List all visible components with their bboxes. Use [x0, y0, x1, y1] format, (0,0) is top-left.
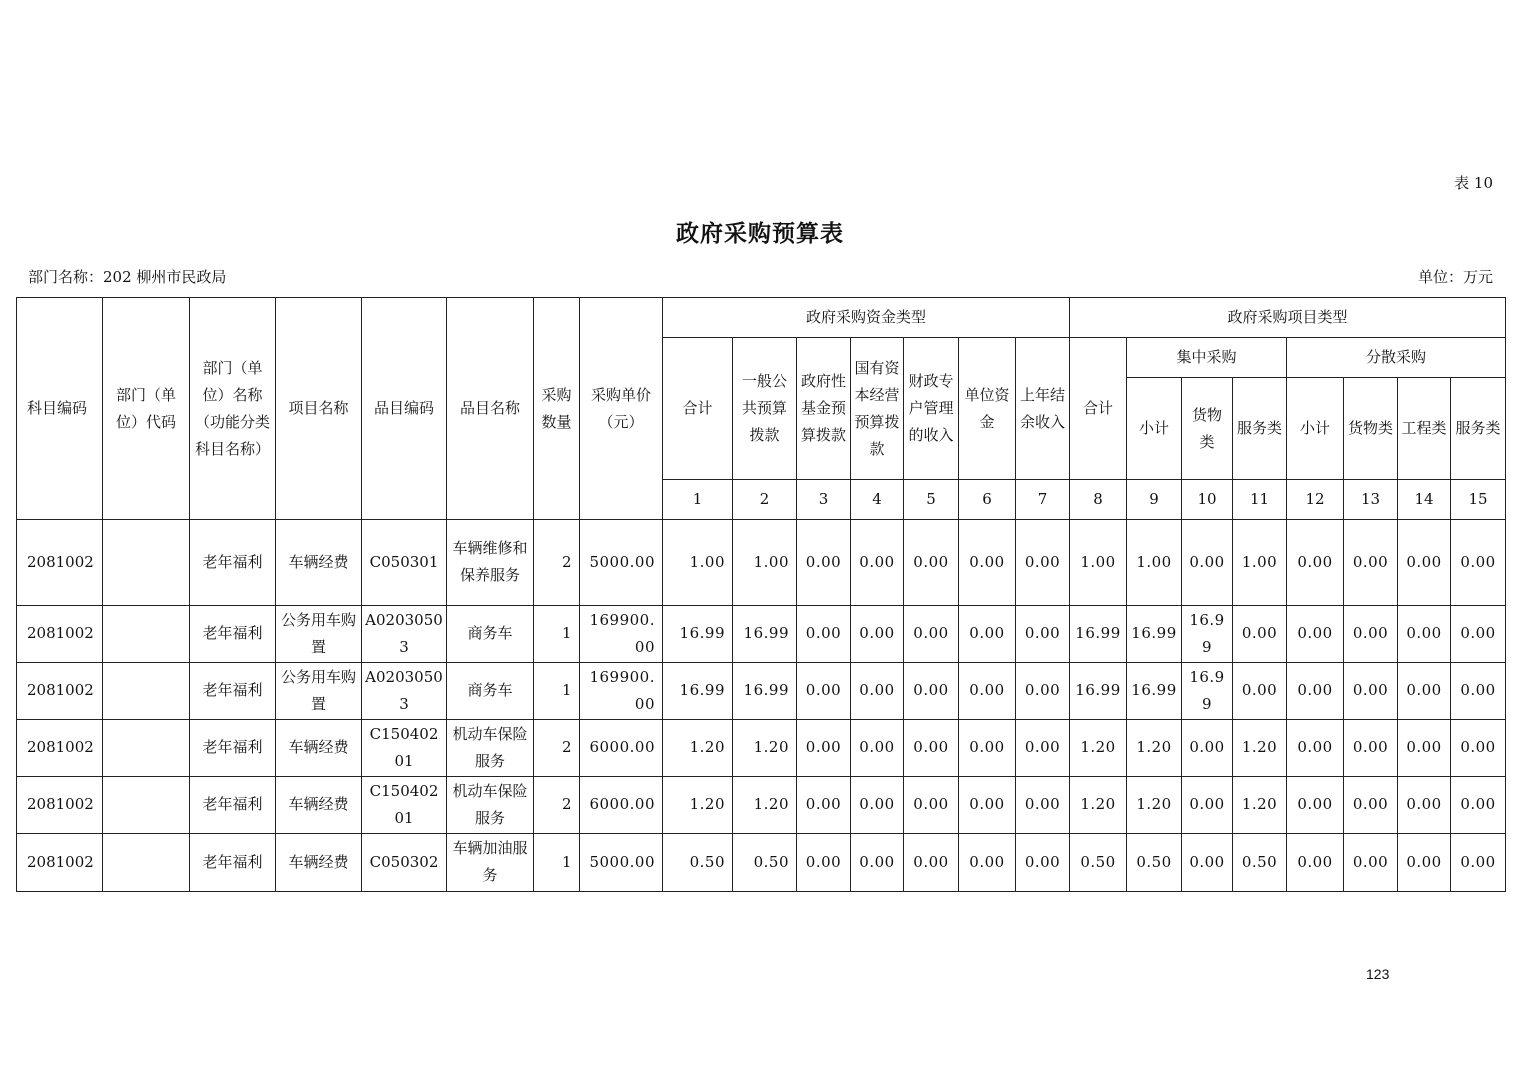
- col-number: 15: [1451, 480, 1506, 520]
- col-number: 9: [1127, 480, 1182, 520]
- cell-item-code: A02030503: [362, 662, 447, 719]
- cell-amount-col-2: 1.20: [733, 719, 797, 776]
- col-number: 2: [733, 480, 797, 520]
- cell-unit-price: 169900.00: [580, 662, 663, 719]
- cell-amount-col-12: 0.00: [1287, 520, 1344, 605]
- cell-project-name: 车辆经费: [276, 719, 362, 776]
- cell-quantity: 1: [534, 605, 580, 662]
- cell-amount-col-12: 0.00: [1287, 833, 1344, 891]
- cell-amount-col-3: 0.00: [797, 605, 851, 662]
- cell-dept-code: [103, 520, 190, 605]
- unit-label: 单位：万元: [1417, 268, 1493, 286]
- cell-amount-col-5: 0.00: [904, 719, 959, 776]
- cell-unit-price: 6000.00: [580, 719, 663, 776]
- cell-dept-code: [103, 605, 190, 662]
- header-project-name: 项目名称: [276, 298, 362, 520]
- cell-amount-col-3: 0.00: [797, 520, 851, 605]
- cell-amount-col-4: 0.00: [851, 776, 904, 833]
- header-centralized: 集中采购: [1127, 338, 1287, 378]
- cell-amount-col-9: 16.99: [1127, 662, 1182, 719]
- cell-unit-price: 6000.00: [580, 776, 663, 833]
- col-number: 13: [1344, 480, 1398, 520]
- cell-amount-col-3: 0.00: [797, 719, 851, 776]
- cell-amount-col-12: 0.00: [1287, 719, 1344, 776]
- cell-amount-col-5: 0.00: [904, 605, 959, 662]
- cell-amount-col-5: 0.00: [904, 776, 959, 833]
- cell-amount-col-14: 0.00: [1398, 776, 1451, 833]
- cell-amount-col-15: 0.00: [1451, 776, 1506, 833]
- cell-subject-code: 2081002: [17, 719, 103, 776]
- cell-quantity: 1: [534, 833, 580, 891]
- cell-quantity: 2: [534, 520, 580, 605]
- cell-amount-col-7: 0.00: [1016, 719, 1070, 776]
- cell-subject-code: 2081002: [17, 605, 103, 662]
- cell-dept-code: [103, 719, 190, 776]
- cell-unit-price: 169900.00: [580, 605, 663, 662]
- header-subject-code: 科目编码: [17, 298, 103, 520]
- cell-amount-col-11: 0.00: [1233, 605, 1287, 662]
- header-fund-type-group: 政府采购资金类型: [663, 298, 1070, 338]
- cell-amount-col-10: 16.99: [1182, 662, 1233, 719]
- header-dept-code: 部门（单位）代码: [103, 298, 190, 520]
- header-item-code: 品目编码: [362, 298, 447, 520]
- cell-item-name: 商务车: [447, 662, 534, 719]
- cell-amount-col-14: 0.00: [1398, 662, 1451, 719]
- cell-amount-col-10: 16.99: [1182, 605, 1233, 662]
- cell-item-name: 车辆加油服务: [447, 833, 534, 891]
- cell-quantity: 2: [534, 719, 580, 776]
- cell-project-name: 公务用车购置: [276, 662, 362, 719]
- cell-amount-col-9: 1.20: [1127, 776, 1182, 833]
- header-c-services: 服务类: [1233, 378, 1287, 480]
- cell-subject-code: 2081002: [17, 520, 103, 605]
- header-row-1: [17, 298, 1506, 338]
- cell-amount-col-13: 0.00: [1344, 776, 1398, 833]
- cell-amount-col-3: 0.00: [797, 776, 851, 833]
- col-number: 14: [1398, 480, 1451, 520]
- cell-amount-col-11: 1.20: [1233, 776, 1287, 833]
- header-d-subtotal: 小计: [1287, 378, 1344, 480]
- table-row: [17, 520, 1506, 605]
- cell-amount-col-4: 0.00: [851, 605, 904, 662]
- cell-quantity: 1: [534, 662, 580, 719]
- col-number: 4: [851, 480, 904, 520]
- cell-amount-col-8: 1.20: [1070, 776, 1127, 833]
- cell-amount-col-11: 1.00: [1233, 520, 1287, 605]
- cell-subject-code: 2081002: [17, 833, 103, 891]
- header-quantity: 采购数量: [534, 298, 580, 520]
- cell-amount-col-1: 1.20: [663, 719, 733, 776]
- col-number: 11: [1233, 480, 1287, 520]
- cell-amount-col-4: 0.00: [851, 520, 904, 605]
- table-row: [17, 662, 1506, 719]
- cell-item-name: 机动车保险服务: [447, 776, 534, 833]
- cell-amount-col-9: 16.99: [1127, 605, 1182, 662]
- table-row: [17, 776, 1506, 833]
- header-decentralized: 分散采购: [1287, 338, 1506, 378]
- cell-amount-col-1: 16.99: [663, 662, 733, 719]
- cell-item-code: A02030503: [362, 605, 447, 662]
- col-number: 3: [797, 480, 851, 520]
- cell-amount-col-9: 0.50: [1127, 833, 1182, 891]
- header-fund-total: 合计: [663, 338, 733, 480]
- cell-amount-col-14: 0.00: [1398, 719, 1451, 776]
- cell-amount-col-12: 0.00: [1287, 776, 1344, 833]
- cell-amount-col-15: 0.00: [1451, 719, 1506, 776]
- cell-project-name: 车辆经费: [276, 776, 362, 833]
- cell-amount-col-7: 0.00: [1016, 776, 1070, 833]
- cell-dept-name: 老年福利: [190, 520, 276, 605]
- header-unit-price: 采购单价（元）: [580, 298, 663, 520]
- cell-amount-col-14: 0.00: [1398, 605, 1451, 662]
- cell-amount-col-8: 1.00: [1070, 520, 1127, 605]
- cell-amount-col-6: 0.00: [959, 520, 1016, 605]
- table-row: [17, 719, 1506, 776]
- cell-amount-col-2: 1.20: [733, 776, 797, 833]
- cell-amount-col-8: 16.99: [1070, 662, 1127, 719]
- header-c-subtotal: 小计: [1127, 378, 1182, 480]
- header-dept-name: 部门（单位）名称（功能分类科目名称）: [190, 298, 276, 520]
- cell-dept-name: 老年福利: [190, 719, 276, 776]
- page-number: 123: [1366, 966, 1390, 982]
- header-d-works: 工程类: [1398, 378, 1451, 480]
- cell-amount-col-15: 0.00: [1451, 605, 1506, 662]
- cell-item-name: 机动车保险服务: [447, 719, 534, 776]
- cell-amount-col-2: 16.99: [733, 662, 797, 719]
- cell-dept-name: 老年福利: [190, 662, 276, 719]
- cell-amount-col-4: 0.00: [851, 719, 904, 776]
- col-number: 5: [904, 480, 959, 520]
- cell-quantity: 2: [534, 776, 580, 833]
- cell-dept-code: [103, 662, 190, 719]
- cell-amount-col-10: 0.00: [1182, 776, 1233, 833]
- cell-dept-name: 老年福利: [190, 776, 276, 833]
- cell-amount-col-2: 1.00: [733, 520, 797, 605]
- cell-amount-col-15: 0.00: [1451, 662, 1506, 719]
- header-general-budget: 一般公共预算拨款: [733, 338, 797, 480]
- header-prior-year-balance: 上年结余收入: [1016, 338, 1070, 480]
- cell-item-name: 商务车: [447, 605, 534, 662]
- cell-amount-col-11: 0.00: [1233, 662, 1287, 719]
- header-d-goods: 货物类: [1344, 378, 1398, 480]
- cell-amount-col-7: 0.00: [1016, 605, 1070, 662]
- cell-amount-col-6: 0.00: [959, 605, 1016, 662]
- cell-amount-col-13: 0.00: [1344, 662, 1398, 719]
- cell-unit-price: 5000.00: [580, 520, 663, 605]
- cell-amount-col-7: 0.00: [1016, 520, 1070, 605]
- cell-amount-col-6: 0.00: [959, 719, 1016, 776]
- header-special-account: 财政专户管理的收入: [904, 338, 959, 480]
- header-state-capital: 国有资本经营预算拨款: [851, 338, 904, 480]
- cell-item-code: C050302: [362, 833, 447, 891]
- cell-amount-col-10: 0.00: [1182, 833, 1233, 891]
- cell-project-name: 公务用车购置: [276, 605, 362, 662]
- cell-amount-col-15: 0.00: [1451, 833, 1506, 891]
- cell-amount-col-5: 0.00: [904, 833, 959, 891]
- cell-amount-col-13: 0.00: [1344, 833, 1398, 891]
- cell-unit-price: 5000.00: [580, 833, 663, 891]
- cell-project-name: 车辆经费: [276, 520, 362, 605]
- cell-amount-col-1: 0.50: [663, 833, 733, 891]
- cell-amount-col-8: 0.50: [1070, 833, 1127, 891]
- col-number: 7: [1016, 480, 1070, 520]
- header-item-name: 品目名称: [447, 298, 534, 520]
- cell-amount-col-10: 0.00: [1182, 520, 1233, 605]
- cell-amount-col-1: 1.20: [663, 776, 733, 833]
- cell-amount-col-9: 1.20: [1127, 719, 1182, 776]
- header-proj-total: 合计: [1070, 338, 1127, 480]
- cell-amount-col-14: 0.00: [1398, 833, 1451, 891]
- cell-amount-col-3: 0.00: [797, 662, 851, 719]
- table-row: [17, 605, 1506, 662]
- cell-amount-col-13: 0.00: [1344, 605, 1398, 662]
- cell-amount-col-8: 16.99: [1070, 605, 1127, 662]
- cell-subject-code: 2081002: [17, 662, 103, 719]
- col-number: 6: [959, 480, 1016, 520]
- cell-project-name: 车辆经费: [276, 833, 362, 891]
- header-project-type-group: 政府采购项目类型: [1070, 298, 1506, 338]
- header-unit-funds: 单位资金: [959, 338, 1016, 480]
- cell-amount-col-4: 0.00: [851, 833, 904, 891]
- col-number: 12: [1287, 480, 1344, 520]
- cell-amount-col-2: 0.50: [733, 833, 797, 891]
- col-number: 10: [1182, 480, 1233, 520]
- cell-item-code: C15040201: [362, 719, 447, 776]
- cell-amount-col-11: 0.50: [1233, 833, 1287, 891]
- page-title: 政府采购预算表: [676, 220, 844, 247]
- table-row: [17, 833, 1506, 891]
- cell-amount-col-11: 1.20: [1233, 719, 1287, 776]
- cell-amount-col-7: 0.00: [1016, 833, 1070, 891]
- col-number: 1: [663, 480, 733, 520]
- cell-amount-col-5: 0.00: [904, 662, 959, 719]
- cell-item-code: C050301: [362, 520, 447, 605]
- cell-dept-name: 老年福利: [190, 833, 276, 891]
- cell-amount-col-8: 1.20: [1070, 719, 1127, 776]
- cell-item-name: 车辆维修和保养服务: [447, 520, 534, 605]
- cell-amount-col-14: 0.00: [1398, 520, 1451, 605]
- cell-dept-code: [103, 833, 190, 891]
- cell-amount-col-12: 0.00: [1287, 662, 1344, 719]
- cell-amount-col-1: 1.00: [663, 520, 733, 605]
- table-number-label: 表 10: [1454, 174, 1493, 192]
- cell-amount-col-12: 0.00: [1287, 605, 1344, 662]
- cell-amount-col-9: 1.00: [1127, 520, 1182, 605]
- cell-amount-col-7: 0.00: [1016, 662, 1070, 719]
- cell-amount-col-6: 0.00: [959, 833, 1016, 891]
- cell-amount-col-1: 16.99: [663, 605, 733, 662]
- header-d-services: 服务类: [1451, 378, 1506, 480]
- cell-amount-col-4: 0.00: [851, 662, 904, 719]
- header-gov-fund: 政府性基金预算拨款: [797, 338, 851, 480]
- cell-amount-col-6: 0.00: [959, 662, 1016, 719]
- cell-item-code: C15040201: [362, 776, 447, 833]
- table-body: [17, 520, 1506, 892]
- col-number: 8: [1070, 480, 1127, 520]
- cell-dept-code: [103, 776, 190, 833]
- cell-subject-code: 2081002: [17, 776, 103, 833]
- cell-amount-col-6: 0.00: [959, 776, 1016, 833]
- department-name: 部门名称：202 柳州市民政局: [28, 268, 227, 286]
- cell-dept-name: 老年福利: [190, 605, 276, 662]
- cell-amount-col-2: 16.99: [733, 605, 797, 662]
- cell-amount-col-5: 0.00: [904, 520, 959, 605]
- cell-amount-col-10: 0.00: [1182, 719, 1233, 776]
- cell-amount-col-13: 0.00: [1344, 520, 1398, 605]
- procurement-budget-table: [16, 297, 1506, 892]
- cell-amount-col-3: 0.00: [797, 833, 851, 891]
- cell-amount-col-13: 0.00: [1344, 719, 1398, 776]
- cell-amount-col-15: 0.00: [1451, 520, 1506, 605]
- header-c-goods: 货物类: [1182, 378, 1233, 480]
